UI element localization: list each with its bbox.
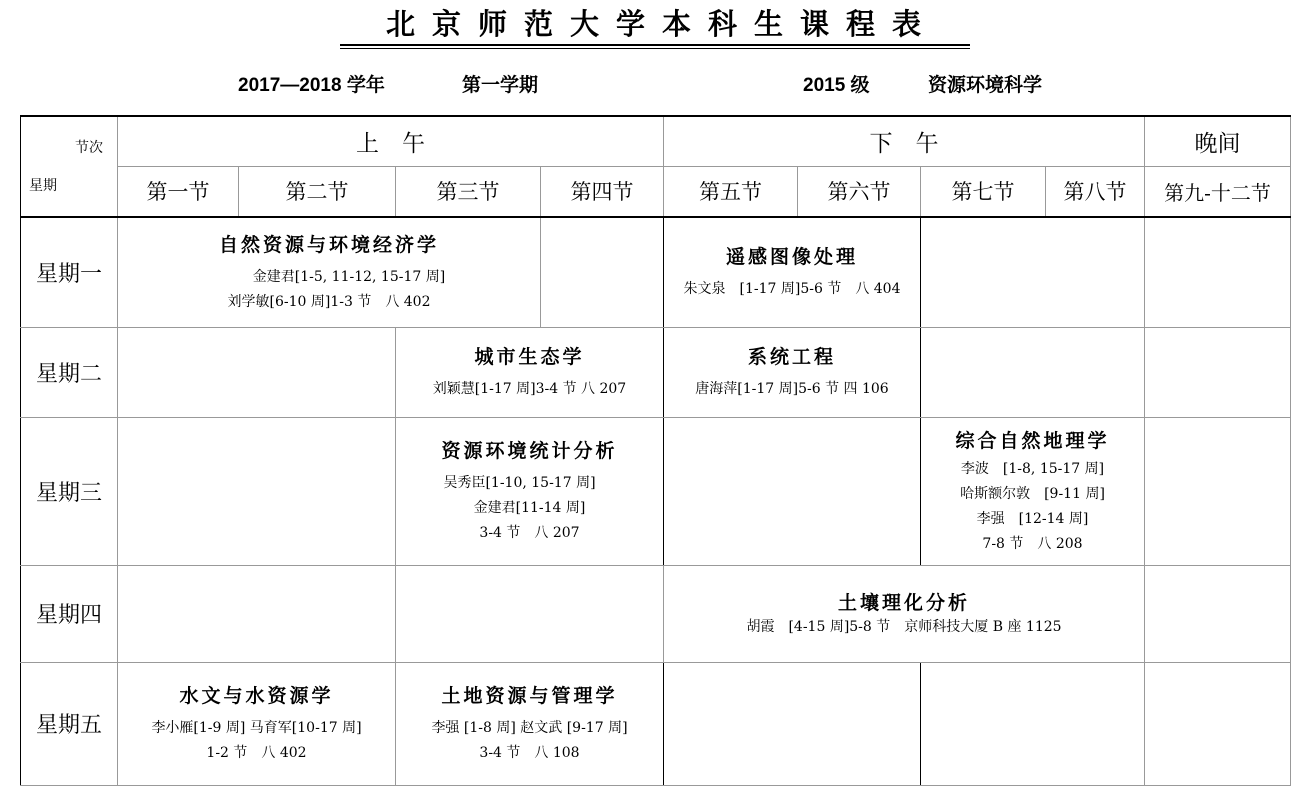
course-detail: 李小雁[1-9 周] 马育军[10-17 周] xyxy=(151,720,362,736)
document-title-block xyxy=(340,6,970,49)
day-thursday: 星期四 xyxy=(21,565,118,662)
period-2-header: 第二节 xyxy=(239,166,396,217)
course-detail: 刘颖慧[1-17 周]3-4 节 八 207 xyxy=(432,381,627,397)
empty-cell xyxy=(1145,662,1291,785)
course-detail: 朱文泉 [1-17 周]5-6 节 八 404 xyxy=(683,281,901,298)
period-4-header: 第四节 xyxy=(541,166,664,217)
morning-header: 上 午 xyxy=(118,116,664,166)
course-name: 系统工程 xyxy=(747,346,836,368)
course-detail: 刘学敏[6-10 周]1-3 节 八 402 xyxy=(227,293,431,310)
document-title: 北京师范大学本科生课程表 xyxy=(385,7,938,41)
period-3-header: 第三节 xyxy=(396,166,541,217)
period-9-12-header: 第九-十二节 xyxy=(1145,166,1291,217)
afternoon-header: 下 午 xyxy=(664,116,1145,166)
empty-cell xyxy=(118,417,396,565)
empty-cell xyxy=(1145,565,1291,662)
course-detail: 7-8 节 八 208 xyxy=(982,535,1083,552)
course-cell-wed-am[interactable] xyxy=(396,417,664,565)
empty-cell xyxy=(664,417,921,565)
period-label: 节次 xyxy=(75,140,103,156)
period-5-header: 第五节 xyxy=(664,166,798,217)
empty-cell xyxy=(1145,217,1291,327)
title-double-underline xyxy=(340,44,970,49)
semester: 第一学期 xyxy=(462,75,539,96)
course-detail: 胡霞 [4-15 周]5-8 节 京师科技大厦 B 座 1125 xyxy=(746,618,1062,635)
course-detail: 3-4 节 八 207 xyxy=(479,525,580,541)
course-detail: 金建君[1-5, 11-12, 15-17 周] xyxy=(252,268,446,285)
course-detail: 李波 [1-8, 15-17 周] xyxy=(960,460,1105,477)
day-tuesday: 星期二 xyxy=(21,327,118,417)
course-detail: 李强 [12-14 周] xyxy=(976,510,1089,527)
course-cell-fri-am1[interactable] xyxy=(118,662,396,785)
course-cell-tue-pm[interactable] xyxy=(664,327,921,417)
period-8-header: 第八节 xyxy=(1046,166,1145,217)
major: 资源环境科学 xyxy=(928,75,1043,96)
academic-year: 2017—2018 学年 xyxy=(238,75,385,96)
course-cell-wed-pm[interactable] xyxy=(921,417,1145,565)
empty-cell xyxy=(921,327,1145,417)
empty-cell xyxy=(541,217,664,327)
weekday-label: 星期 xyxy=(29,178,57,194)
course-detail: 1-2 节 八 402 xyxy=(206,745,307,761)
course-detail: 唐海萍[1-17 周]5-6 节 四 106 xyxy=(695,381,889,397)
course-detail: 吴秀臣[1-10, 15-17 周] xyxy=(443,475,596,491)
grade: 2015 级 xyxy=(803,75,870,96)
course-cell-fri-am2[interactable] xyxy=(396,662,664,785)
course-name: 土地资源与管理学 xyxy=(441,685,618,707)
course-detail: 哈斯额尔敦 [9-11 周] xyxy=(960,485,1105,502)
course-detail: 3-4 节 八 108 xyxy=(479,745,580,761)
empty-cell xyxy=(1145,327,1291,417)
schedule-table xyxy=(20,115,1291,786)
course-name: 综合自然地理学 xyxy=(955,429,1110,452)
course-cell-thu-pm[interactable] xyxy=(664,565,1145,662)
course-detail: 金建君[11-14 周] xyxy=(473,500,586,516)
course-name: 资源环境统计分析 xyxy=(441,440,618,462)
period-1-header: 第一节 xyxy=(118,166,239,217)
course-name: 土壤理化分析 xyxy=(837,591,970,614)
empty-cell xyxy=(1145,417,1291,565)
course-name: 自然资源与环境经济学 xyxy=(218,233,439,256)
period-7-header: 第七节 xyxy=(921,166,1046,217)
course-cell-tue-am[interactable] xyxy=(396,327,664,417)
corner-header-cell xyxy=(21,116,118,217)
period-6-header: 第六节 xyxy=(798,166,921,217)
course-name: 水文与水资源学 xyxy=(179,685,334,707)
empty-cell xyxy=(396,565,664,662)
day-friday: 星期五 xyxy=(21,662,118,785)
empty-cell xyxy=(118,327,396,417)
empty-cell xyxy=(664,662,921,785)
course-cell-mon-pm[interactable] xyxy=(664,217,921,327)
day-wednesday: 星期三 xyxy=(21,417,118,565)
day-monday: 星期一 xyxy=(21,217,118,327)
course-name: 遥感图像处理 xyxy=(725,246,858,269)
course-detail: 李强 [1-8 周] 赵文武 [9-17 周] xyxy=(431,720,628,736)
empty-cell xyxy=(921,662,1145,785)
empty-cell xyxy=(118,565,396,662)
course-name: 城市生态学 xyxy=(474,346,585,368)
course-cell-mon-am[interactable] xyxy=(118,217,541,327)
empty-cell xyxy=(921,217,1145,327)
evening-header: 晚间 xyxy=(1145,116,1291,166)
